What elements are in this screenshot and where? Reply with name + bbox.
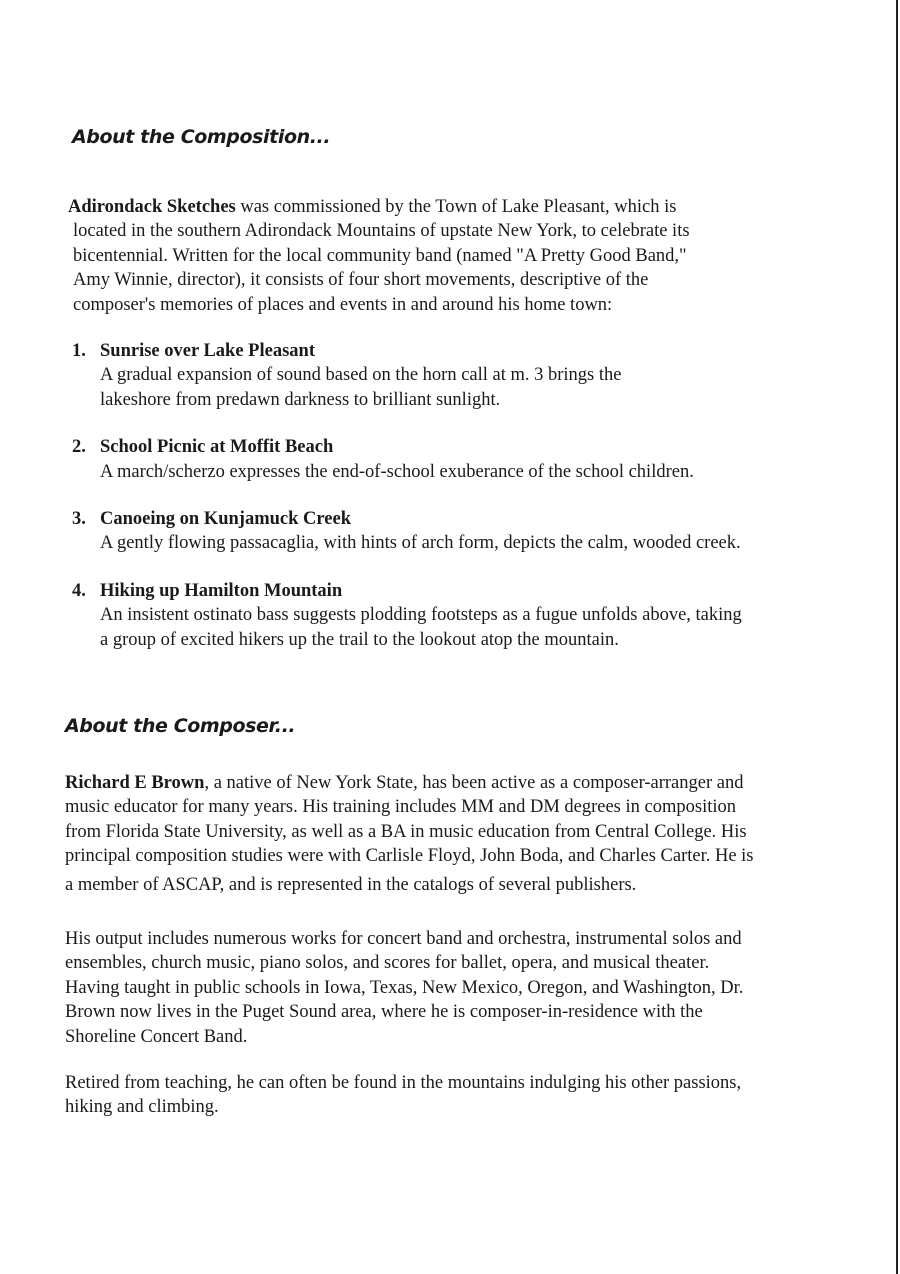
movement-title: Sunrise over Lake Pleasant	[100, 341, 315, 361]
bio-line-5: a member of ASCAP, and is represented in the catalogs of several publishers.	[65, 874, 637, 895]
intro-line-1	[68, 195, 868, 219]
intro-line-3: bicentennial. Written for the local community band (named "A Pretty Good Band,"	[73, 245, 687, 266]
output-line-2: ensembles, church music, piano solos, and scores for ballet, opera, and musical theater.	[65, 953, 710, 974]
composer-bio	[65, 771, 865, 897]
bio-line-4: principal composition studies were with Carlisle Floyd, John Boda, and Charles Carter. He is	[65, 846, 754, 867]
composer-retired	[65, 1071, 865, 1120]
composition-intro	[68, 195, 868, 317]
composition-heading: About the Composition...	[72, 126, 331, 148]
composer-heading: About the Composer...	[65, 715, 296, 737]
movement-number: 1.	[72, 341, 86, 361]
movement-number: 2.	[72, 437, 86, 458]
movement-title: School Picnic at Moffit Beach	[100, 437, 334, 458]
output-line-3: Having taught in public schools in Iowa, Texas, New Mexico, Oregon, and Washington, Dr.	[65, 977, 744, 998]
composer-name: Richard E Brown	[65, 773, 205, 793]
movement-item	[72, 579, 862, 652]
movement-item	[72, 339, 862, 412]
movement-desc-line: A gradual expansion of sound based on the horn call at m. 3 brings the	[100, 365, 622, 386]
movement-number: 4.	[72, 580, 86, 601]
intro-line-4: Amy Winnie, director), it consists of four short movements, descriptive of the	[73, 270, 649, 291]
bio-text-1: , a native of New York State, has been active as a composer-arranger and	[204, 773, 744, 793]
movement-item	[72, 507, 862, 556]
movement-desc-line: An insistent ostinato bass suggests plodding footsteps as a fugue unfolds above, taking	[100, 605, 742, 626]
movement-desc-line: a group of excited hikers up the trail to the lookout atop the mountain.	[100, 629, 619, 650]
retired-line-1: Retired from teaching, he can often be found in the mountains indulging his other passions,	[65, 1073, 742, 1093]
movement-desc-line: A gently flowing passacaglia, with hints of arch form, depicts the calm, wooded creek.	[100, 533, 741, 554]
output-line-4: Brown now lives in the Puget Sound area, where he is composer-in-residence with the	[65, 1002, 703, 1023]
movement-title: Hiking up Hamilton Mountain	[100, 580, 343, 601]
bio-line-1	[65, 771, 865, 795]
movement-list	[72, 339, 862, 652]
bio-line-2: music educator for many years. His training includes MM and DM degrees in composition	[65, 797, 736, 818]
intro-line-2: located in the southern Adirondack Mountains of upstate New York, to celebrate its	[73, 221, 690, 242]
intro-line-5: composer's memories of places and events in and around his home town:	[73, 294, 613, 315]
composer-output	[65, 927, 865, 1049]
output-line-5: Shoreline Concert Band.	[65, 1026, 248, 1047]
movement-title: Canoeing on Kunjamuck Creek	[100, 509, 351, 530]
movement-desc-line: A march/scherzo expresses the end-of-school exuberance of the school children.	[100, 461, 694, 482]
intro-text-1: was commissioned by the Town of Lake Pleasant, which is	[235, 197, 677, 217]
retired-line-2: hiking and climbing.	[65, 1097, 219, 1118]
movement-number: 3.	[72, 509, 86, 530]
bio-line-3: from Florida State University, as well as a BA in music education from Central College. His	[65, 821, 747, 842]
movement-item	[72, 435, 862, 484]
composition-title: Adirondack Sketches	[68, 197, 236, 217]
output-line-1: His output includes numerous works for concert band and orchestra, instrumental solos and	[65, 929, 742, 949]
movement-desc-line: lakeshore from predawn darkness to brilliant sunlight.	[100, 389, 501, 410]
